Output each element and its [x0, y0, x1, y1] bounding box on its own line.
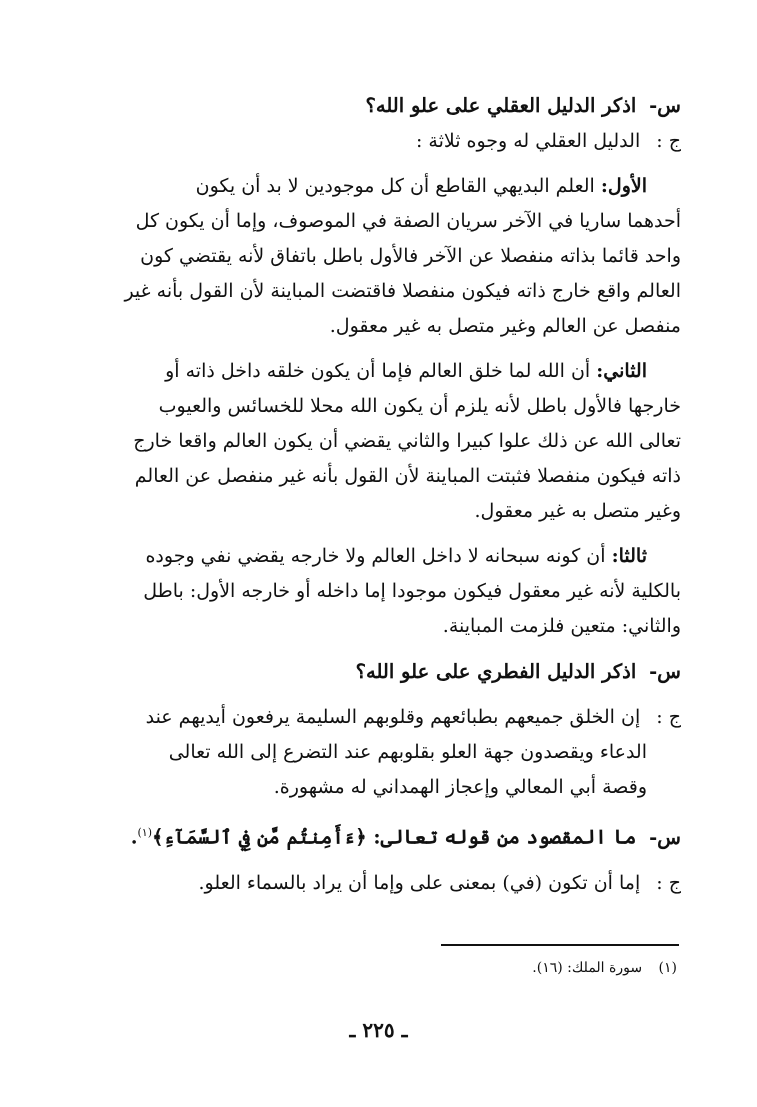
footnote-ref: (١): [137, 826, 153, 839]
paragraph-line: واحد قائما بذاته منفصلا عن الآخر فالأول باطل باتفاق لأنه يقتضي كون: [140, 245, 681, 267]
question-text: اذكر الدليل الفطري على علو الله؟: [355, 660, 637, 683]
paragraph-line: منفصل عن العالم وغير متصل به غير معقول.: [329, 315, 681, 337]
question-text: ما المقصود من قوله تعالى:: [373, 825, 637, 849]
paragraph-line: تعالى الله عن ذلك علوا كبيرا والثاني يقضي أن يكون العالم واقعا خارج: [133, 430, 681, 452]
question-text: اذكر الدليل العقلي على علو الله؟: [365, 94, 637, 117]
footnote: [532, 958, 677, 978]
answer-line: وقصة أبي المعالي وإعجاز الهمداني له مشهورة.: [273, 776, 647, 798]
paragraph-lead: الأول:: [600, 175, 647, 197]
question-1: [71, 88, 681, 124]
paragraph-lead: الثاني:: [596, 360, 647, 382]
paragraph-text: أن كونه سبحانه لا داخل العالم ولا خارجه يقضي نفي وجوده: [145, 545, 606, 567]
question-2: [71, 654, 681, 690]
answer-2-first-line: [71, 700, 681, 735]
spacer: [71, 644, 681, 654]
answer-label: ج :: [656, 130, 681, 152]
answer-3: [71, 866, 681, 901]
main-text: [71, 88, 681, 901]
paragraph-first-line: [71, 354, 681, 389]
spacer: [71, 856, 681, 866]
answer-text: إن الخلق جميعهم بطبائعهم وقلوبهم السليمة يرفعون أيديهم عند: [145, 706, 641, 728]
question-3: [71, 815, 681, 856]
paragraph-line: والثاني: متعين فلزمت المباينة.: [442, 615, 681, 637]
spacer: [71, 529, 681, 539]
quran-verse: ﴿ءَأَمِنتُم مَّن فِي ٱلسَّمَآءِ﴾: [152, 825, 367, 849]
paragraph-first-line: [71, 539, 681, 574]
paragraph-text: العلم البديهي القاطع أن كل موجودين لا بد أن يكون: [195, 175, 595, 197]
answer-label: ج :: [656, 871, 681, 894]
paragraph-line: خارجها فالأول باطل لأنه يلزم أن يكون الله محلا للخسائس والعيوب: [158, 395, 681, 417]
spacer: [71, 344, 681, 354]
paragraph-lead: ثالثا:: [611, 545, 647, 567]
paragraph-text: أن الله لما خلق العالم فإما أن يكون خلقه داخل ذاته أو: [165, 360, 591, 382]
paragraph-line: أحدهما ساريا في الآخر سريان الصفة في الموصوف، وإما أن يكون كل: [135, 210, 681, 232]
page-number: ـ ٢٢٥ ـ: [349, 1018, 408, 1042]
footnote-text: سورة الملك: (١٦).: [532, 960, 643, 976]
question-label: س-: [649, 94, 681, 117]
paragraph-line: بالكلية لأنه غير معقول فيكون موجودا إما داخله أو خارجه الأول: باطل: [143, 580, 681, 602]
question-label: س-: [649, 660, 681, 683]
spacer: [71, 690, 681, 700]
paragraph-line: العالم واقع خارج ذاته فيكون منفصلا فاقتضت المباينة لأن القول بأنه غير: [124, 280, 681, 302]
answer-text: إما أن تكون (في) بمعنى على وإما أن يراد بالسماء العلو.: [198, 871, 641, 894]
question-label: س-: [649, 825, 681, 849]
answer-1: [71, 124, 681, 159]
footnote-divider: [441, 944, 679, 946]
spacer: [71, 159, 681, 169]
answer-text: الدليل العقلي له وجوه ثلاثة :: [415, 130, 641, 152]
footnote-number: (١): [658, 960, 677, 976]
answer-line: الدعاء ويقصدون جهة العلو بقلوبهم عند التضرع إلى الله تعالى: [168, 741, 647, 763]
spacer: [71, 805, 681, 815]
paragraph-first-line: [71, 169, 681, 204]
answer-label: ج :: [656, 706, 681, 728]
paragraph-line: ذاته فيكون منفصلا فثبتت المباينة لأن القول بأنه غير منفصل عن العالم: [134, 465, 681, 487]
sentence-end: .: [130, 825, 138, 849]
paragraph-line: وغير متصل به غير معقول.: [474, 500, 681, 522]
